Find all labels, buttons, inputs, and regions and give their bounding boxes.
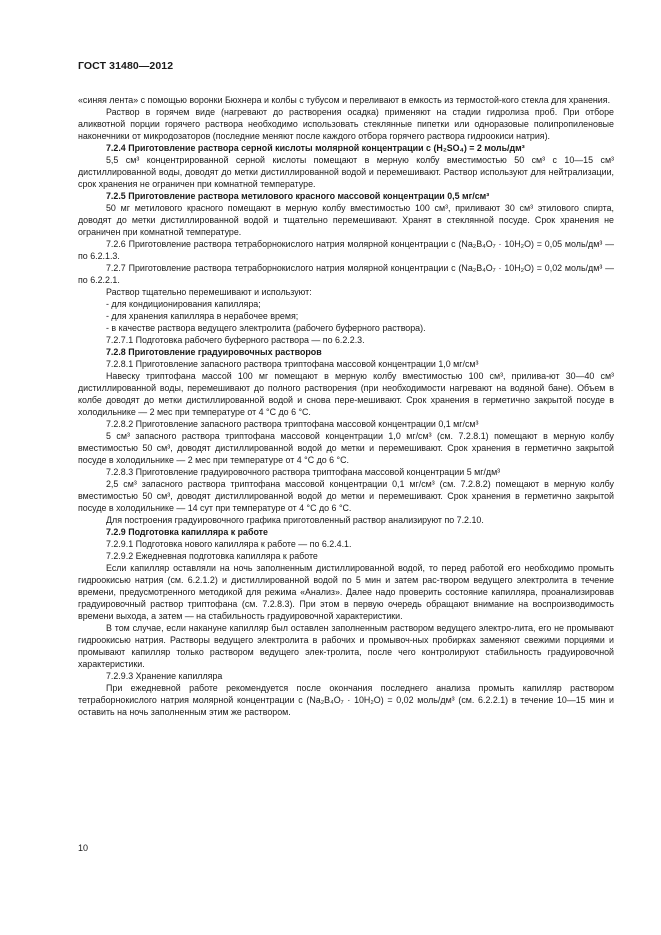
paragraph: Если капилляр оставляли на ночь заполненным дистиллированной водой, то перед работой его необходимо промыть гидроокисью натрия (см. 6.2.1.2) и дистиллированной водой по 5 мин и затем рас-твором ведущего электролита в течение времени, предусмотренного методикой для режима «Анализ». Далее надо проверить состояние капилляра, проанализировав градуировочный раствор триптофана (см. 7.2.8.3). При этом в первую очередь обращают внимание на воспроизводимость времени выхода, а затем — на стабильность градуировочной характеристики. — [78, 563, 614, 621]
paragraph: 7.2.6 Приготовление раствора тетраборнокислого натрия молярной концентрации c (Na₂B₄O₇ · 10H₂O) = 0,05 моль/дм³ — по 6.2.1.3. — [78, 239, 614, 261]
subsection-heading: 7.2.9.2 Ежедневная подготовка капилляра к работе — [106, 551, 318, 561]
list-item: - для хранения капилляра в нерабочее время; — [106, 311, 299, 321]
page-number: 10 — [78, 843, 89, 853]
section-heading-7-2-5: 7.2.5 Приготовление раствора метилового красного массовой концентрации 0,5 мг/см³ — [106, 191, 490, 201]
paragraph: 50 мг метилового красного помещают в мерную колбу вместимостью 100 см³, приливают 30 см³ этилового спирта, доводят до метки дистиллированной водой и тщательно перемешивают. Хранят в стеклянной посуде. Срок хранения не ограничен при комнатной температуре. — [78, 203, 614, 237]
section-heading-7-2-4: 7.2.4 Приготовление раствора серной кислоты молярной концентрации c (H₂SO₄) = 2 моль/дм³ — [106, 143, 525, 153]
paragraph: Раствор тщательно перемешивают и используют: — [106, 287, 312, 297]
paragraph: 5,5 см³ концентрированной серной кислоты помещают в мерную колбу вместимостью 50 см³ с 10—15 см³ дистиллированной воды, доводят до метки дистиллированной водой и перемешивают. Раствор используют для нейтрализации, срок хранения не ограничен при комнатной температуре. — [78, 155, 614, 189]
page-header-title: ГОСТ 31480—2012 — [78, 60, 174, 72]
list-item: - для кондиционирования капилляра; — [106, 299, 261, 309]
paragraph: 7.2.7.1 Подготовка рабочего буферного раствора — по 6.2.2.3. — [106, 335, 365, 345]
subsection-heading: 7.2.9.1 Подготовка нового капилляра к работе — по 6.2.4.1. — [106, 539, 352, 549]
paragraph: 5 см³ запасного раствора триптофана массовой концентрации 1,0 мг/см³ (см. 7.2.8.1) помещают в мерную колбу вместимостью 50 см³, доводят дистиллированной водой до метки и перемешивают. Срок хранения в герметично закрытой посуде в холодильнике — 2 мес при температуре от 4 °С до 6 °С. — [78, 431, 614, 465]
paragraph: При ежедневной работе рекомендуется после окончания последнего анализа промыть капилляр раствором тетраборнокислого натрия молярной концентрации c (Na₂B₄O₇ · 10H₂O) = 0,02 моль/дм³ (см. 6.2.2.1) в течение 10—15 мин и оставить на ночь заполненным этим же раствором. — [78, 683, 614, 717]
subsection-heading: 7.2.8.2 Приготовление запасного раствора триптофана массовой концентрации 0,1 мг/см³ — [106, 419, 479, 429]
list-item: - в качестве раствора ведущего электролита (рабочего буферного раствора). — [106, 323, 426, 333]
subsection-heading: 7.2.9.3 Хранение капилляра — [106, 671, 223, 681]
subsection-heading: 7.2.8.3 Приготовление градуировочного раствора триптофана массовой концентрации 5 мг/дм³ — [106, 467, 501, 477]
subsection-heading: 7.2.8.1 Приготовление запасного раствора триптофана массовой концентрации 1,0 мг/см³ — [106, 359, 479, 369]
paragraph: Навеску триптофана массой 100 мг помещают в мерную колбу вместимостью 100 см³, прилива-ют 30—40 см³ дистиллированной воды, перемешивают до полного растворения (при необходимости нагревают на водяной бане). Объем в колбе доводят до метки дистиллированной водой и снова пере-мешивают. Срок хранения в герметично закрытой посуде в холодильнике — 2 мес при температуре от 4 °С до 6 °С. — [78, 371, 614, 417]
paragraph: Для построения градуировочного графика приготовленный раствор анализируют по 7.2.10. — [106, 515, 484, 525]
paragraph: 2,5 см³ запасного раствора триптофана массовой концентрации 0,1 мг/см³ (см. 7.2.8.2) помещают в мерную колбу вместимостью 50 см³, доводят дистиллированной водой до метки и перемешивают. Срок хранения в герметично закрытой посуде в холодильнике — 14 сут при температуре от 4 °С до 6 °С. — [78, 479, 614, 513]
section-heading-7-2-9: 7.2.9 Подготовка капилляра к работе — [106, 527, 268, 537]
paragraph: 7.2.7 Приготовление раствора тетраборнокислого натрия молярной концентрации c (Na₂B₄O₇ · 10H₂O) = 0,02 моль/дм³ — по 6.2.2.1. — [78, 263, 614, 285]
document-body — [78, 94, 614, 718]
paragraph: В том случае, если накануне капилляр был оставлен заполненным раствором ведущего электро-лита, его не промывают гидроокисью натрия. Растворы ведущего электролита в рабочих и промывоч-ных пробирках заменяют свежими порциями и промывают капилляр только раствором ведущего элек-тролита, после чего контролируют стабильность градуировочной характеристики. — [78, 623, 614, 669]
section-heading-7-2-8: 7.2.8 Приготовление градуировочных растворов — [106, 347, 322, 357]
paragraph: Раствор в горячем виде (нагревают до растворения осадка) применяют на стадии гидролиза проб. При отборе аликвотной порции горячего раствора необходимо использовать стеклянные пипетки или одноразовые полипропиленовые наконечники от микродозаторов (последние меняют после каждого отбора горячего раствора гидроокиси натрия). — [78, 107, 614, 141]
paragraph: «синяя лента» с помощью воронки Бюхнера и колбы с тубусом и переливают в емкость из термостой-кого стекла для хранения. — [78, 95, 611, 105]
